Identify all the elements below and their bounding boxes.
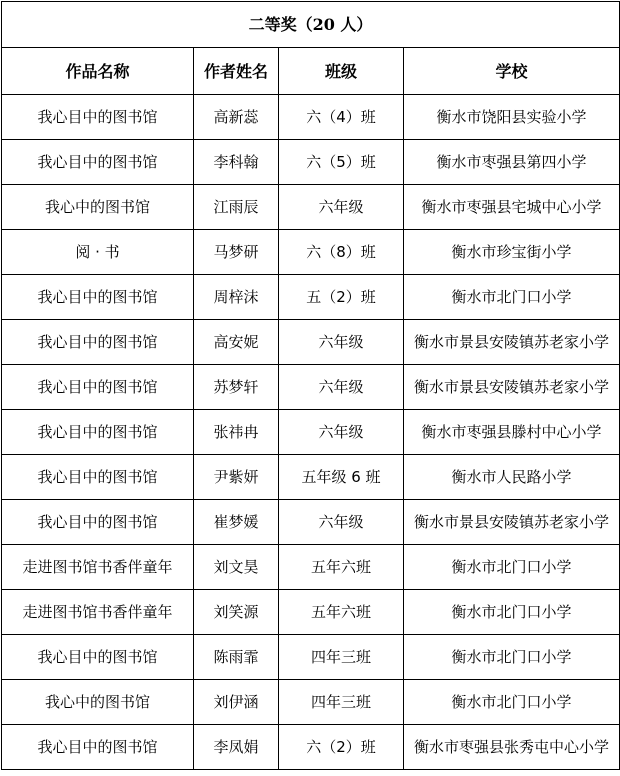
table-row xyxy=(2,635,620,680)
cell-class: 六（4）班 xyxy=(279,95,404,140)
table-row xyxy=(2,275,620,320)
cell-class: 六（2）班 xyxy=(279,725,404,770)
table-row xyxy=(2,230,620,275)
cell-school: 衡水市景县安陵镇苏老家小学 xyxy=(404,320,620,365)
cell-author: 张祎冉 xyxy=(194,410,279,455)
cell-work: 我心目中的图书馆 xyxy=(2,635,194,680)
cell-author: 江雨辰 xyxy=(194,185,279,230)
table-row xyxy=(2,545,620,590)
cell-school: 衡水市景县安陵镇苏老家小学 xyxy=(404,365,620,410)
cell-work: 走进图书馆书香伴童年 xyxy=(2,590,194,635)
cell-work: 我心目中的图书馆 xyxy=(2,275,194,320)
cell-work: 我心目中的图书馆 xyxy=(2,140,194,185)
cell-author: 陈雨霏 xyxy=(194,635,279,680)
cell-work: 我心目中的图书馆 xyxy=(2,500,194,545)
table-title: 二等奖（20 人） xyxy=(2,2,620,48)
cell-school: 衡水市北门口小学 xyxy=(404,545,620,590)
award-table xyxy=(1,1,620,770)
cell-author: 刘伊涵 xyxy=(194,680,279,725)
cell-author: 尹紫妍 xyxy=(194,455,279,500)
cell-author: 马梦研 xyxy=(194,230,279,275)
cell-school: 衡水市北门口小学 xyxy=(404,680,620,725)
title-row xyxy=(2,2,620,48)
cell-work: 我心目中的图书馆 xyxy=(2,725,194,770)
header-class: 班级 xyxy=(279,48,404,95)
table-row xyxy=(2,320,620,365)
cell-class: 六（8）班 xyxy=(279,230,404,275)
table-row xyxy=(2,185,620,230)
cell-class: 六年级 xyxy=(279,185,404,230)
cell-class: 六年级 xyxy=(279,365,404,410)
table-row xyxy=(2,410,620,455)
cell-work: 我心目中的图书馆 xyxy=(2,455,194,500)
cell-class: 五年六班 xyxy=(279,545,404,590)
cell-school: 衡水市枣强县宅城中心小学 xyxy=(404,185,620,230)
cell-author: 苏梦轩 xyxy=(194,365,279,410)
cell-author: 高安妮 xyxy=(194,320,279,365)
cell-class: 四年三班 xyxy=(279,635,404,680)
cell-school: 衡水市枣强县第四小学 xyxy=(404,140,620,185)
cell-school: 衡水市枣强县张秀屯中心小学 xyxy=(404,725,620,770)
header-row xyxy=(2,48,620,95)
cell-author: 周梓沫 xyxy=(194,275,279,320)
header-work: 作品名称 xyxy=(2,48,194,95)
cell-work: 我心目中的图书馆 xyxy=(2,95,194,140)
cell-author: 李科翰 xyxy=(194,140,279,185)
cell-work: 走进图书馆书香伴童年 xyxy=(2,545,194,590)
cell-work: 我心目中的图书馆 xyxy=(2,320,194,365)
cell-work: 阅 · 书 xyxy=(2,230,194,275)
cell-school: 衡水市北门口小学 xyxy=(404,590,620,635)
cell-school: 衡水市饶阳县实验小学 xyxy=(404,95,620,140)
table-row xyxy=(2,95,620,140)
cell-class: 五年级 6 班 xyxy=(279,455,404,500)
cell-class: 五（2）班 xyxy=(279,275,404,320)
cell-class: 六年级 xyxy=(279,500,404,545)
cell-school: 衡水市枣强县滕村中心小学 xyxy=(404,410,620,455)
cell-author: 李凤娟 xyxy=(194,725,279,770)
table-row xyxy=(2,140,620,185)
cell-work: 我心中的图书馆 xyxy=(2,680,194,725)
table-row xyxy=(2,725,620,770)
cell-author: 刘文昊 xyxy=(194,545,279,590)
table-row xyxy=(2,365,620,410)
cell-school: 衡水市北门口小学 xyxy=(404,275,620,320)
table-row xyxy=(2,500,620,545)
cell-author: 崔梦媛 xyxy=(194,500,279,545)
table-row xyxy=(2,455,620,500)
cell-class: 五年六班 xyxy=(279,590,404,635)
cell-school: 衡水市北门口小学 xyxy=(404,635,620,680)
cell-work: 我心目中的图书馆 xyxy=(2,410,194,455)
cell-class: 六年级 xyxy=(279,320,404,365)
table-row xyxy=(2,590,620,635)
header-author: 作者姓名 xyxy=(194,48,279,95)
header-school: 学校 xyxy=(404,48,620,95)
cell-author: 高新蕊 xyxy=(194,95,279,140)
cell-class: 六年级 xyxy=(279,410,404,455)
cell-author: 刘笑源 xyxy=(194,590,279,635)
cell-class: 四年三班 xyxy=(279,680,404,725)
cell-school: 衡水市人民路小学 xyxy=(404,455,620,500)
cell-school: 衡水市景县安陵镇苏老家小学 xyxy=(404,500,620,545)
cell-work: 我心目中的图书馆 xyxy=(2,365,194,410)
cell-school: 衡水市珍宝街小学 xyxy=(404,230,620,275)
cell-work: 我心中的图书馆 xyxy=(2,185,194,230)
table-row xyxy=(2,680,620,725)
cell-class: 六（5）班 xyxy=(279,140,404,185)
